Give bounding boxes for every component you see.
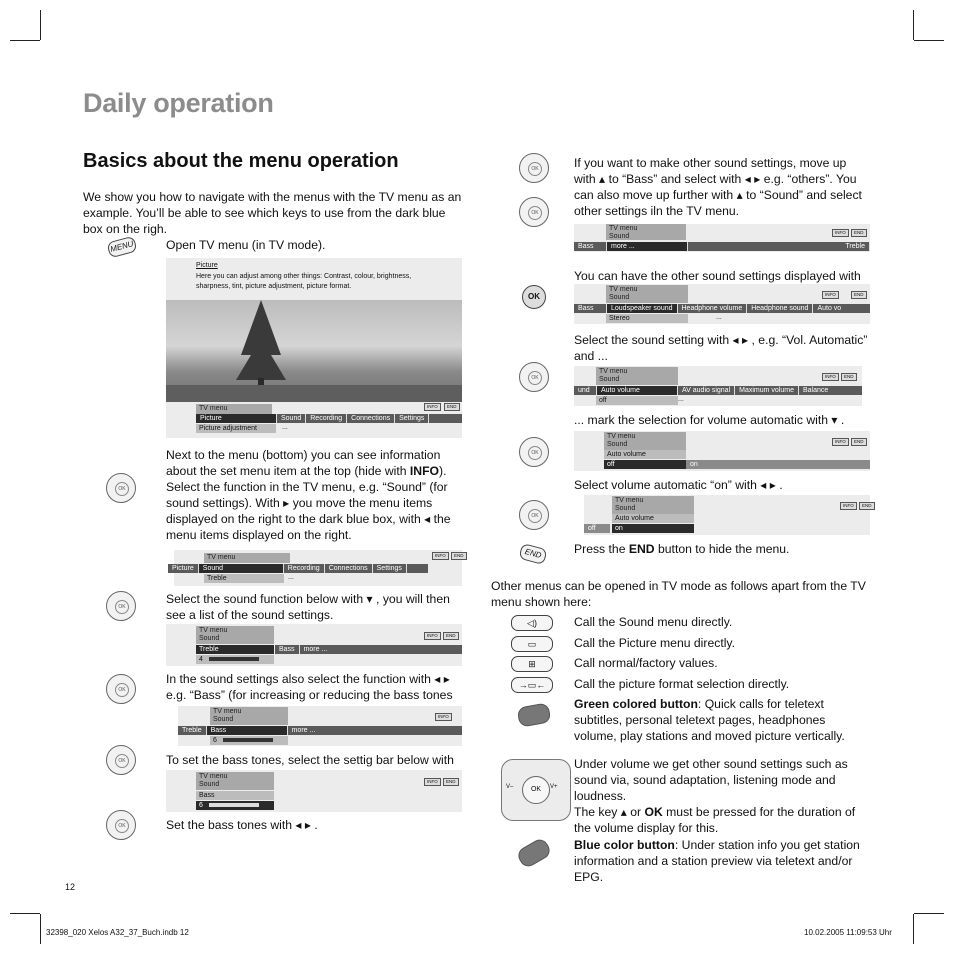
end-tag: END [851,229,867,237]
other-menu-picture: Call the Picture menu directly. [574,636,735,650]
menu-item-more[interactable]: more ... [291,727,316,734]
menu-item-connections[interactable]: Connections [347,414,395,423]
menu-sub-off[interactable]: off [596,396,678,405]
volume-up-label: V+ [550,784,558,790]
volume-note: Under volume we get other sound settings such as sound via, sound adaptation, listening mode and loudness. The key ▴ or OK must be pressed for the duration of the volume display for this. [574,757,856,835]
info-tag: INFO [840,502,857,510]
end-tag: END [841,373,857,381]
menu-item-headphone-sound[interactable]: Headphone sound [747,304,813,313]
tree-image [166,300,462,402]
menu-item-av-audio-signal[interactable]: AV audio signal [678,386,735,395]
menu-header: TV menu Sound [612,496,694,514]
info-tag: INFO [832,438,849,446]
menu-bar [574,386,862,395]
menu-item-bass[interactable]: Bass [196,791,274,800]
end-tag: END [851,291,867,299]
info-tag: INFO [424,403,441,411]
menu-item-maximum-volume[interactable]: Maximum volume [735,386,799,395]
step-set-bass: Set the bass tones with ◂ ▸ . [166,818,318,832]
ok-key-icon: OK [522,285,546,309]
menu-item-balance[interactable]: Balance [802,387,829,394]
info-tag: INFO [424,778,441,786]
step-select-on: Select volume automatic “on” with ◂ ▸ . [574,478,783,492]
dpad-icon: OK [106,745,136,775]
menu-header: TV menu Sound [196,626,274,644]
info-tag: INFO [432,552,449,560]
menu-item-sound[interactable]: Sound [199,564,284,573]
info-tag: INFO [822,291,839,299]
crop-mark [913,10,914,40]
step-open-menu: Open TV menu (in TV mode). [166,238,326,252]
menu-item-sound[interactable]: Sound [277,414,306,423]
step-ok-settings: You can have the other sound settings displayed with [574,269,861,283]
menu-item-auto-volume[interactable]: Auto volume [612,514,694,523]
step-select-sound: Select the sound function below with ▾ , you will then see a list of the sound settings. [166,592,450,622]
menu-header: TV menu [196,404,272,414]
info-tag: INFO [424,632,441,640]
bass-value-bar[interactable]: 6 [210,736,288,745]
format-icon: →▭← [511,677,553,693]
menu-header: TV menu Sound [606,285,688,303]
blue-button-text: Blue color button: Under station info you get station information and a station preview via teletext and/or EPG. [574,838,860,884]
menu-item-connections[interactable]: Connections [325,564,373,573]
menu-item-recording[interactable]: Recording [284,564,325,573]
menu-item-off[interactable]: off [584,524,610,533]
dpad-icon: OK [519,437,549,467]
menu-item-more[interactable]: more ... [607,242,688,251]
menu-sub-stereo[interactable]: Stereo [606,314,688,323]
menu-item-treble[interactable]: Treble [178,726,207,735]
info-tag: INFO [822,373,839,381]
menu-header: TV menu Sound [606,224,686,240]
menu-item-loudspeaker-sound[interactable]: Loudspeaker sound [607,304,678,313]
picture-icon: ▭ [511,636,553,652]
step-mark-selection: ... mark the selection for volume automatic with ▾ . [574,413,845,427]
menu-ellipsis: ... [716,314,722,321]
dpad-icon: OK [106,810,136,840]
speaker-icon: ◁) [511,615,553,631]
menu-info-title: Picture [196,262,218,269]
dpad-icon: OK [106,473,136,503]
end-tag: END [443,778,459,786]
bass-value-bar[interactable]: 6 [196,801,274,810]
info-tag: INFO [832,229,849,237]
menu-item-bass[interactable]: Bass [275,645,300,654]
menu-item-auto-volume[interactable]: Auto volume [597,386,678,395]
remote-pad-icon [501,759,571,821]
menu-sub-treble[interactable]: Treble [204,574,284,583]
step-select-sound-setting: Select the sound setting with ◂ ▸ , e.g. “Vol. Automatic” and ... [574,333,868,363]
landscape-photo [166,300,462,402]
other-menu-factory: Call normal/factory values. [574,656,718,670]
section-title: Basics about the menu operation [83,150,399,172]
menu-header: TV menu Sound [596,367,678,385]
other-menu-format: Call the picture format selection directly. [574,677,790,691]
green-button-text: Green colored button: Quick calls for teletext subtitles, personal teletext pages, headphones volume, play stations and moved picture vertically. [574,697,845,743]
menu-item-bass[interactable]: Bass [574,304,607,313]
step-settig-bar: To set the bass tones, select the settig bar below with [166,753,454,767]
menu-item-bass[interactable]: Bass [207,726,288,735]
step-end: Press the END button to hide the menu. [574,542,790,556]
menu-bar [686,460,870,469]
intro-text: We show you how to navigate with the menus with the TV menu as an example. You’ll be able to see which keys to use from the dark blue box on the righ. [83,190,462,236]
menu-bar [196,414,462,423]
dpad-icon: OK [106,591,136,621]
menu-bar [574,242,870,251]
crop-mark [40,914,41,944]
menu-item-on[interactable]: on [612,524,694,533]
menu-item-und[interactable]: und [574,386,597,395]
menu-item-treble[interactable]: Treble [841,242,870,251]
page-title: Daily operation [83,88,274,118]
menu-ellipsis: ... [678,396,684,403]
green-button-icon [517,702,552,727]
menu-item-bass[interactable]: Bass [574,242,607,251]
end-tag: END [859,502,875,510]
menu-item-treble[interactable]: Treble [196,645,274,654]
menu-info-text: Here you can adjust among other things: Contrast, colour, brightness, sharpness, tint, picture adjustment, picture format. [196,273,412,290]
menu-bar [178,726,462,735]
menu-bar [168,564,428,573]
other-menus-intro: Other menus can be opened in TV mode as follows apart from the TV menu shown here: [491,579,866,609]
menu-key-icon: MENU [106,236,137,259]
crop-mark [10,40,40,41]
crop-mark [40,10,41,40]
menu-bar [574,304,870,313]
dpad-icon: OK [106,674,136,704]
volume-down-label: V– [506,784,514,790]
menu-ellipsis: ... [282,424,288,431]
menu-item-auto-volume[interactable]: Auto volume [604,450,686,459]
end-tag: END [444,403,460,411]
menu-sub-picture-adjustment[interactable]: Picture adjustment [196,424,276,433]
menu-header: TV menu Sound [196,772,274,790]
end-key-icon: END [518,543,547,565]
menu-item-settings[interactable]: Settings [395,414,429,423]
menu-item-auto-vo[interactable]: Auto vo [817,305,842,312]
menu-header: TV menu Sound [210,707,288,725]
dpad-icon: OK [519,500,549,530]
footer-date: 10.02.2005 11:09:53 Uhr [804,928,892,937]
crop-mark [913,914,914,944]
crop-mark [914,913,944,914]
menu-header: TV menu [204,553,290,563]
menu-ellipsis: ... [288,574,294,581]
menu-item-more[interactable]: more ... [303,646,328,653]
dpad-icon: OK [519,362,549,392]
menu-header: TV menu Sound [604,432,686,450]
remote-ok-icon: OK [522,776,550,804]
page-number: 12 [65,882,76,892]
footer-file: 32398_020 Xelos A32_37_Buch.indb 12 [46,928,189,937]
dpad-icon: OK [519,197,549,227]
blue-button-icon [515,836,553,869]
end-tag: END [443,632,459,640]
other-menu-sound: Call the Sound menu directly. [574,615,733,629]
plus-icon: ⊞ [511,656,553,672]
end-tag: END [851,438,867,446]
step-select-bass: In the sound settings also select the function with ◂ ▸ e.g. “Bass” (for increasing or reducing the bass tones [166,672,453,702]
treble-value-bar[interactable]: 4 [196,655,274,664]
crop-mark [10,913,40,914]
step-info: Next to the menu (bottom) you can see information about the set menu item at the top (hide with INFO). Select the function in the TV menu, e.g. “Sound” (for sound settings). With ▸ you move the menu items displayed on the right to the dark blue box, with ◂ the menu items displayed on the right. [166,448,451,542]
menu-item-settings[interactable]: Settings [373,564,407,573]
menu-item-picture[interactable]: Picture [196,414,277,423]
menu-sub-off[interactable]: off [604,460,686,469]
end-tag: END [451,552,467,560]
menu-item-headphone-volume[interactable]: Headphone volume [678,304,748,313]
crop-mark [914,40,944,41]
menu-bar [275,645,462,654]
dpad-icon: OK [519,153,549,183]
step-other-sound: If you want to make other sound settings, move up with ▴ to “Bass” and select with ◂ ▸ e.g. “others”. You can also move up further with ▴ to “Sound” and select other settings iln the TV menu. [574,156,862,218]
info-tag: INFO [435,713,452,721]
menu-item-on[interactable]: on [690,461,698,468]
menu-item-picture[interactable]: Picture [168,564,199,573]
menu-item-recording[interactable]: Recording [306,414,347,423]
